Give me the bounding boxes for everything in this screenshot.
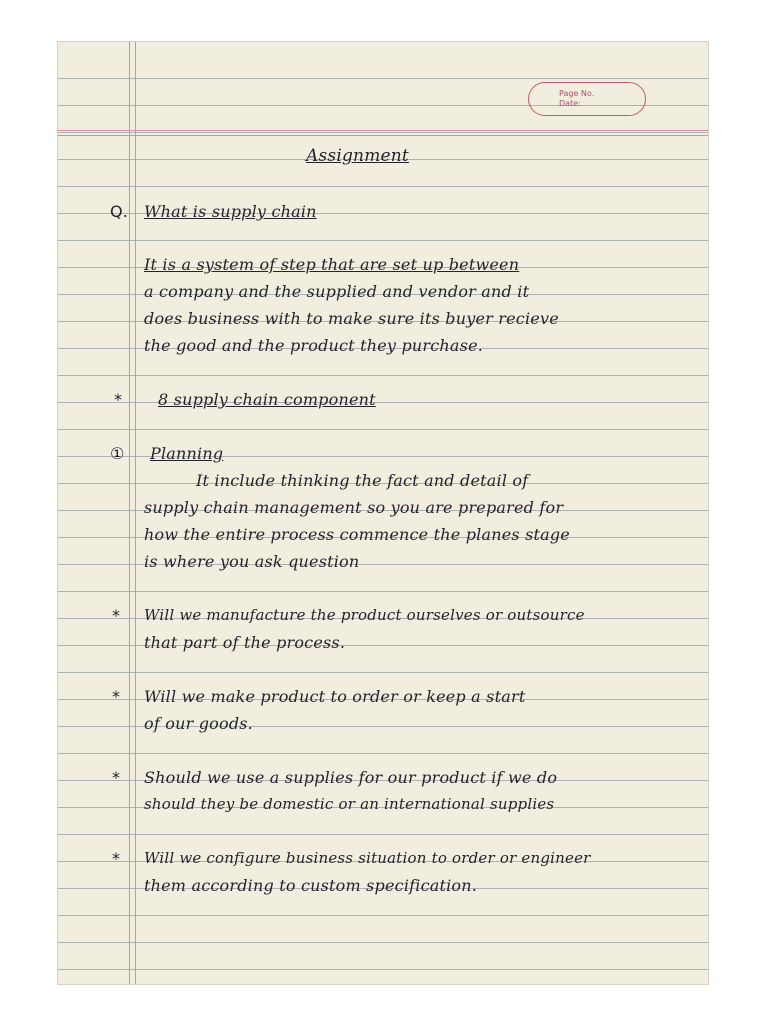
planning-line: It include thinking the fact and detail of [196,471,529,490]
question-marker: Q. [110,202,129,221]
planning-line: how the entire process commence the planes stage [144,525,570,544]
planning-line: supply chain management so you are prepared for [144,498,564,517]
point-marker: * [112,687,121,706]
margin-line [135,42,136,984]
question-text: What is supply chain [144,202,317,221]
components-heading: 8 supply chain component [158,390,376,409]
answer-line: a company and the supplied and vendor and it [144,282,530,301]
planning-marker: ① [110,444,125,463]
notebook-page [58,42,708,984]
point-line: of our goods. [144,714,253,733]
point-line: Will we configure business situation to order or engineer [144,849,591,867]
point-marker: * [112,768,121,787]
point-line: them according to custom specification. [144,876,478,895]
page-title: Assignment [306,146,409,166]
point-line: Will we make product to order or keep a start [144,687,526,706]
components-marker: * [114,390,123,409]
point-marker: * [112,849,121,868]
answer-line: does business with to make sure its buyer recieve [144,309,559,328]
point-line: Will we manufacture the product ourselves or outsource [144,606,585,624]
answer-line: It is a system of step that are set up between [144,255,520,274]
planning-line: is where you ask question [144,552,360,571]
header-rule [58,135,708,136]
stamp-date-label: Date: [559,99,581,108]
point-line: should they be domestic or an international supplies [144,795,555,813]
point-line: that part of the process. [144,633,346,652]
margin-line [129,42,130,984]
answer-line: the good and the product they purchase. [144,336,484,355]
page-date-stamp [528,82,646,116]
stamp-page-label: Page No. [559,89,595,98]
header-rule [58,130,708,131]
planning-heading: Planning [150,444,224,463]
point-line: Should we use a supplies for our product if we do [144,768,558,787]
point-marker: * [112,606,121,625]
